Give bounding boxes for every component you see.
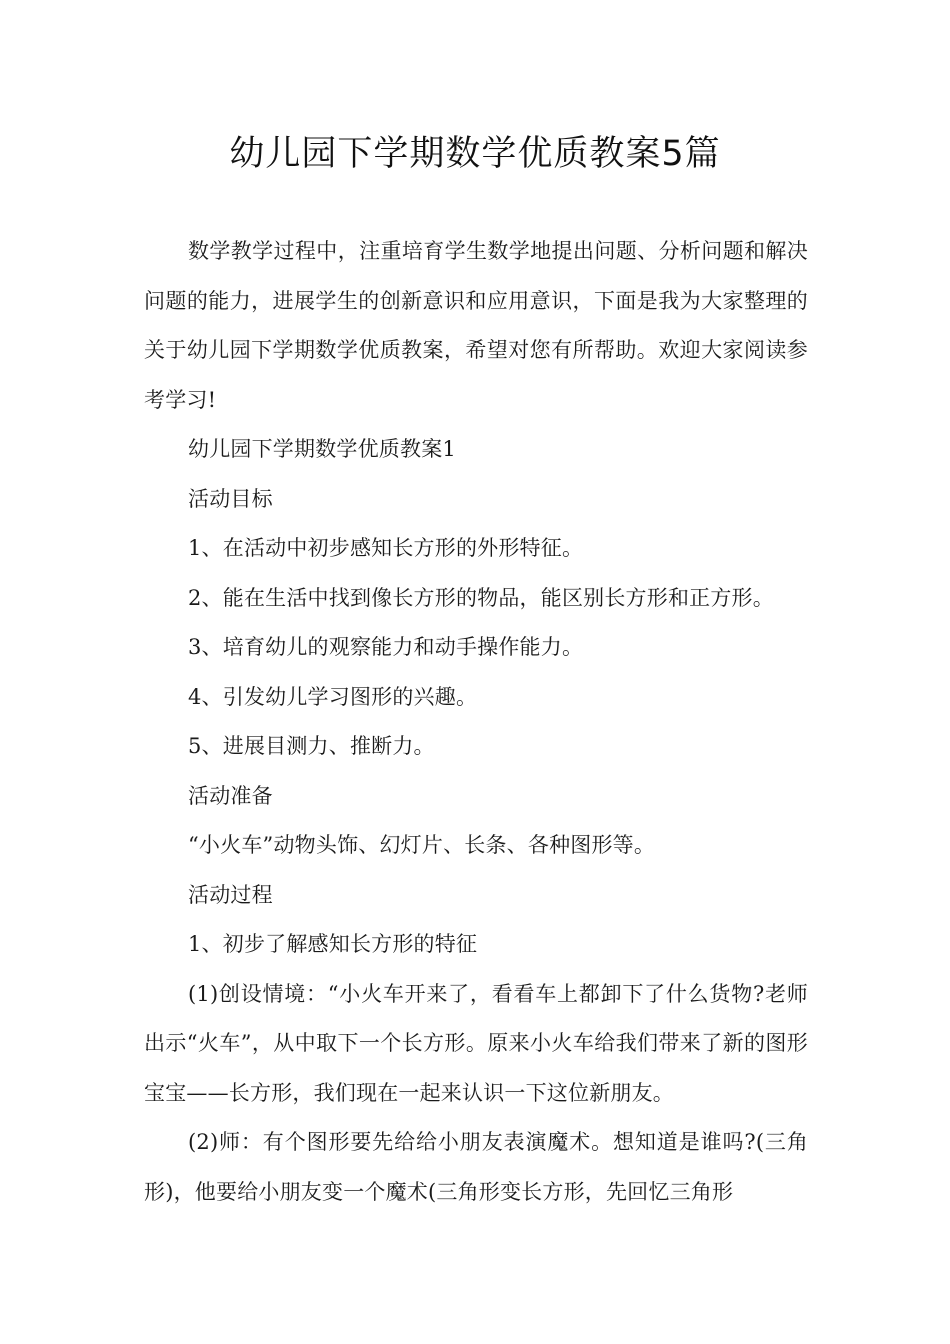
section-heading-preparation: 活动准备 — [188, 783, 273, 808]
goal-item: 2、能在生活中找到像长方形的物品，能区别长方形和正方形。 — [188, 585, 774, 610]
document-title: 幼儿园下学期数学优质教案5篇 — [229, 134, 721, 174]
goal-item: 5、进展目测力、推断力。 — [188, 734, 435, 758]
section-heading-process: 活动过程 — [188, 882, 273, 907]
goal-item: 4、引发幼儿学习图形的兴趣。 — [188, 684, 478, 709]
process-detail: (2)师：有个图形要先给给小朋友表演魔术。想知道是谁吗?(三角形)，他要给小朋友变一个魔术(三角形变长方形，先回忆三角形 — [144, 1130, 808, 1204]
document-body — [144, 227, 808, 1217]
process-step: 1、初步了解感知长方形的特征 — [188, 932, 478, 956]
intro-paragraph: 数学教学过程中，注重培育学生数学地提出问题、分析问题和解决问题的能力，进展学生的创新意识和应用意识，下面是我为大家整理的关于幼儿园下学期数学优质教案，希望对您有所帮助。欢迎大家阅读参考学习! — [144, 239, 808, 412]
preparation-text: “小火车”动物头饰、幻灯片、长条、各种图形等。 — [188, 833, 656, 857]
process-detail: (1)创设情境：“小火车开来了，看看车上都卸下了什么货物?老师出示“火车”，从中取下一个长方形。原来小火车给我们带来了新的图形宝宝——长方形，我们现在一起来认识一下这位新朋友。 — [144, 981, 808, 1105]
goal-item: 1、在活动中初步感知长方形的外形特征。 — [188, 536, 584, 560]
section-heading-goals: 活动目标 — [188, 486, 273, 511]
goal-item: 3、培育幼儿的观察能力和动手操作能力。 — [188, 635, 584, 659]
lesson-heading: 幼儿园下学期数学优质教案1 — [188, 437, 456, 461]
